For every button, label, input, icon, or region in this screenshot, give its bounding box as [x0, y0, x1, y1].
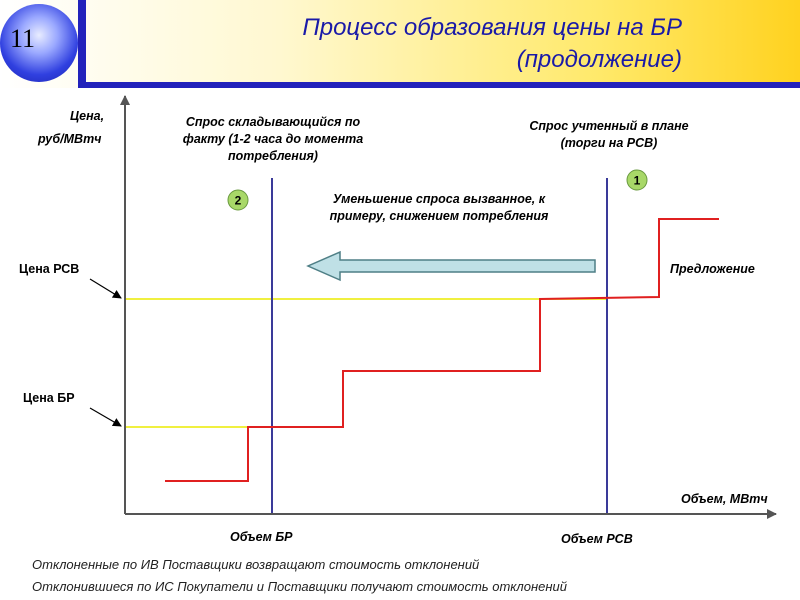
br-price-pointer: [90, 408, 121, 426]
fact-demand-label: [148, 114, 398, 165]
x-axis-label: Объем, МВтч: [681, 492, 768, 506]
br-volume-label: Объем БР: [230, 530, 293, 544]
plan-demand-line1: Спрос учтенный в плане: [529, 119, 689, 133]
demand-reduction-arrow: [308, 252, 595, 280]
y-axis-label-line1: Цена,: [70, 109, 105, 123]
demand-reduction-line1: Уменьшение спроса вызванное, к: [332, 192, 546, 206]
plan-demand-line2: (торги на РСВ): [560, 136, 658, 150]
y-axis-label-line2: руб/МВтч: [38, 132, 102, 146]
footnote-2: Отклонившиеся по ИС Покупатели и Поставщики получают стоимость отклонений: [32, 579, 567, 594]
demand-reduction-line2: примеру, снижением потребления: [329, 209, 549, 223]
demand-reduction-label: [294, 191, 584, 225]
br-price-label: Цена БР: [23, 391, 75, 405]
slide-title-line1: Процесс образования цены на БР: [302, 14, 682, 41]
rsv-volume-label: Объем РСВ: [561, 532, 633, 546]
y-axis-label: [38, 108, 105, 148]
supply-curve: [165, 219, 719, 481]
slide-title-line2: (продолжение): [516, 46, 682, 73]
fact-demand-line3: потребления): [228, 149, 318, 163]
slide-number: 11: [10, 24, 36, 53]
rsv-price-pointer: [90, 279, 121, 298]
fact-demand-line1: Спрос складывающийся по: [185, 115, 361, 129]
supply-label: Предложение: [670, 262, 755, 276]
plan-demand-label: [494, 118, 724, 152]
badge-1-text: 1: [633, 173, 641, 188]
rsv-price-label: Цена РСВ: [19, 262, 80, 276]
badge-2-text: 2: [234, 193, 242, 208]
fact-demand-line2: факту (1-2 часа до момента: [182, 132, 364, 146]
footnote-1: Отклоненные по ИВ Поставщики возвращают стоимость отклонений: [32, 557, 480, 572]
